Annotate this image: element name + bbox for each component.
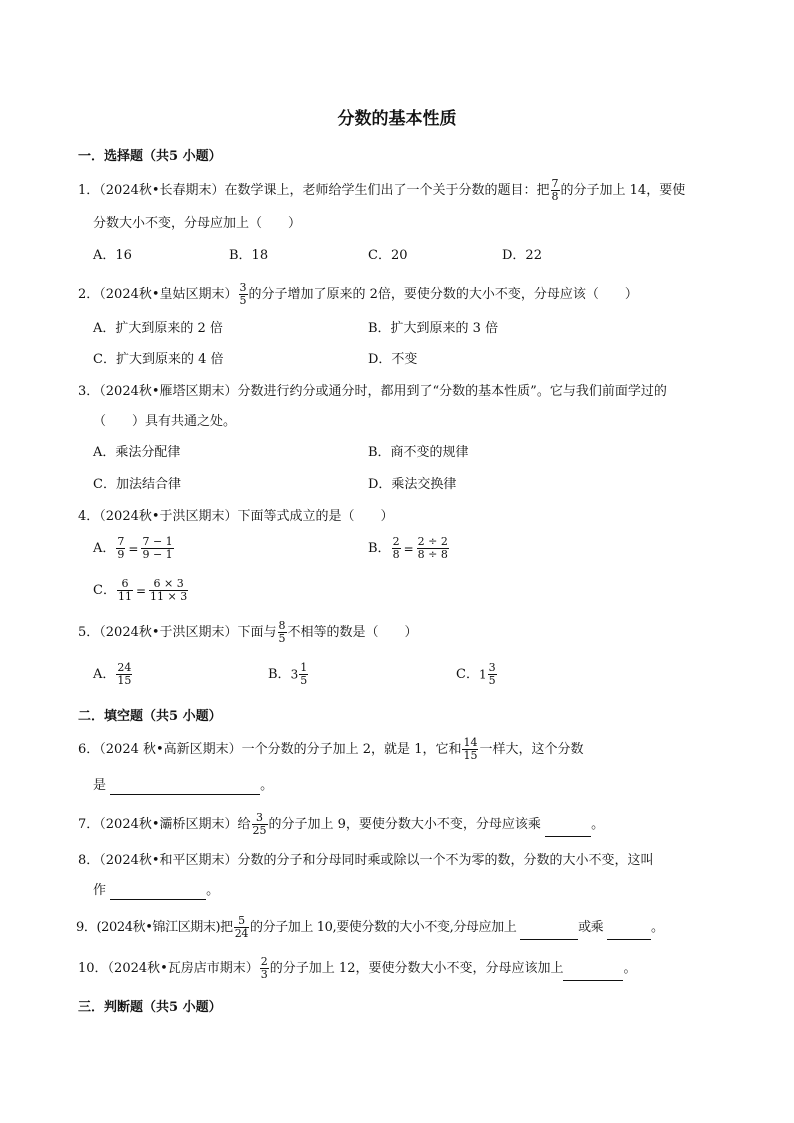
page-title: 分数的基本性质	[337, 109, 457, 129]
question-6	[78, 737, 583, 762]
question-9-prefix: 9．(2024秋•锦江区期末)把	[76, 920, 233, 935]
numerator: 6	[121, 577, 129, 590]
question-8-line2-prefix: 作	[93, 883, 107, 898]
question-5-prefix: 5．（2024秋•于洪区期末）下面与	[78, 625, 277, 640]
question-1-prefix: 1．（2024秋•长春期末）在数学课上，老师给学生们出了一个关于分数的题目：把	[78, 183, 550, 198]
numerator: 7 − 1	[142, 535, 173, 548]
denominator: 9	[117, 548, 125, 561]
fraction	[239, 282, 248, 307]
question-5	[78, 620, 418, 645]
option-b[interactable]	[368, 536, 450, 561]
question-9	[76, 915, 664, 940]
section-heading-judge: 三．判断题（共5 小题）	[78, 1000, 222, 1015]
question-10	[78, 956, 637, 981]
option-a[interactable]	[93, 536, 175, 561]
option-d[interactable]: D．不变	[368, 352, 418, 367]
option-label: B．	[268, 667, 291, 682]
fraction	[551, 178, 560, 203]
answer-blank[interactable]	[545, 822, 591, 837]
denominator: 8	[551, 190, 559, 203]
answer-blank[interactable]	[520, 925, 578, 940]
option-a[interactable]: A．16	[93, 248, 132, 263]
denominator: 15	[117, 674, 132, 687]
fraction	[117, 578, 133, 603]
denominator: 11	[117, 590, 132, 603]
fraction	[116, 536, 125, 561]
denominator: 5	[239, 294, 247, 307]
equals-sign: =	[128, 541, 139, 556]
question-7-suffix: 的分子加上 9，要使分数大小不变，分母应该乘	[268, 817, 541, 832]
question-4: 4．（2024秋•于洪区期末）下面等式成立的是（ ）	[78, 509, 394, 524]
numerator: 5	[238, 914, 245, 927]
option-b[interactable]: B．商不变的规律	[368, 445, 469, 460]
numerator: 8	[278, 619, 286, 632]
question-10-suffix: 的分子加上 12，要使分数大小不变，分母应该加上	[269, 961, 564, 976]
question-7-prefix: 7．（2024秋•灞桥区期末）给	[78, 817, 251, 832]
question-2-suffix: 的分子增加了原来的 2倍，要使分数的大小不变，分母应该（ ）	[248, 287, 638, 302]
option-c[interactable]: C．20	[368, 248, 408, 263]
numerator: 2	[260, 955, 268, 968]
question-5-suffix: 不相等的数是（ ）	[287, 625, 418, 640]
option-d[interactable]: D．乘法交换律	[368, 477, 457, 492]
option-label: B．	[368, 541, 391, 556]
answer-blank[interactable]	[110, 885, 206, 900]
denominator: 3	[260, 968, 268, 981]
question-6-suffix: 一样大，这个分数	[479, 742, 584, 757]
question-7-end: 。	[591, 817, 605, 832]
fraction	[392, 536, 401, 561]
equals-sign: =	[403, 541, 414, 556]
question-6-line2-prefix: 是	[93, 778, 107, 793]
fraction	[234, 915, 249, 940]
question-9-end: 。	[651, 920, 664, 935]
question-1	[78, 178, 685, 203]
question-1-suffix: 的分子加上 14，要使	[560, 183, 686, 198]
option-c[interactable]: C．扩大到原来的 4 倍	[93, 352, 224, 367]
fraction	[488, 662, 497, 687]
option-a[interactable]	[93, 662, 133, 687]
option-label: A．	[93, 541, 116, 556]
option-d[interactable]: D．22	[502, 248, 542, 263]
option-label: C．	[93, 583, 116, 598]
denominator: 5	[488, 674, 496, 687]
numerator: 6 × 3	[153, 577, 184, 590]
fraction	[417, 536, 449, 561]
fraction	[260, 956, 269, 981]
question-1-line2: 分数大小不变，分母应加上（ ）	[93, 216, 302, 231]
option-a[interactable]: A．乘法分配律	[93, 445, 181, 460]
question-2-prefix: 2．（2024秋•皇姑区期末）	[78, 287, 238, 302]
question-3-line2: （ ）具有共通之处。	[93, 414, 237, 429]
denominator: 25	[252, 824, 267, 837]
section-heading-choice: 一．选择题（共5 小题）	[78, 149, 222, 164]
fraction	[252, 812, 268, 837]
question-6-line2	[93, 777, 273, 795]
fraction	[462, 737, 478, 762]
question-9-mid: 或乘	[578, 920, 604, 935]
option-c[interactable]	[93, 578, 189, 603]
numerator: 2 ÷ 2	[417, 535, 448, 548]
numerator: 24	[117, 661, 132, 674]
question-8-line2-suffix: 。	[206, 883, 220, 898]
numerator: 7	[117, 535, 125, 548]
answer-blank[interactable]	[563, 966, 623, 981]
fraction	[299, 662, 308, 687]
fraction	[278, 620, 287, 645]
question-10-prefix: 10．（2024秋•瓦房店市期末）	[78, 961, 259, 976]
option-label: C．	[456, 667, 479, 682]
numerator: 3	[488, 661, 496, 674]
whole-number: 1	[478, 667, 487, 682]
section-heading-fill: 二．填空题（共5 小题）	[78, 709, 222, 724]
option-label: A．	[93, 667, 116, 682]
whole-number: 3	[290, 667, 299, 682]
numerator: 14	[463, 736, 478, 749]
option-c[interactable]	[456, 662, 498, 687]
question-7	[78, 812, 604, 837]
question-2	[78, 282, 638, 307]
option-a[interactable]: A．扩大到原来的 2 倍	[93, 321, 223, 336]
denominator: 24	[234, 927, 248, 940]
option-b[interactable]: B．扩大到原来的 3 倍	[368, 321, 499, 336]
numerator: 3	[239, 281, 247, 294]
numerator: 2	[392, 535, 400, 548]
question-10-end: 。	[623, 961, 637, 976]
option-b[interactable]	[268, 662, 309, 687]
fraction	[141, 536, 173, 561]
denominator: 8 ÷ 8	[417, 548, 448, 561]
denominator: 5	[278, 632, 286, 645]
option-b[interactable]: B．18	[229, 248, 269, 263]
fraction	[116, 662, 132, 687]
numerator: 3	[256, 811, 264, 824]
question-6-prefix: 6．（2024 秋•高新区期末）一个分数的分子加上 2，就是 1，它和	[78, 742, 462, 757]
question-8-line1: 8．（2024秋•和平区期末）分数的分子和分母同时乘或除以一个不为零的数，分数的大小不变，这叫	[78, 853, 654, 868]
denominator: 8	[392, 548, 400, 561]
denominator: 15	[463, 749, 478, 762]
equals-sign: =	[135, 583, 147, 598]
question-6-line2-suffix: 。	[260, 778, 274, 793]
numerator: 7	[551, 177, 559, 190]
answer-blank[interactable]	[110, 780, 260, 795]
numerator: 1	[300, 661, 308, 674]
denominator: 5	[300, 674, 308, 687]
question-9-suffix: 的分子加上 10,要使分数的大小不变,分母应加上	[249, 920, 517, 935]
question-3-line1: 3．（2024秋•雁塔区期末）分数进行约分或通分时，都用到了“分数的基本性质”。它与我们前面学过的	[78, 384, 667, 399]
answer-blank[interactable]	[607, 925, 651, 940]
denominator: 11 × 3	[150, 590, 188, 603]
fraction	[149, 578, 188, 603]
question-8-line2	[93, 882, 219, 900]
option-c[interactable]: C．加法结合律	[93, 477, 181, 492]
denominator: 9 − 1	[142, 548, 173, 561]
